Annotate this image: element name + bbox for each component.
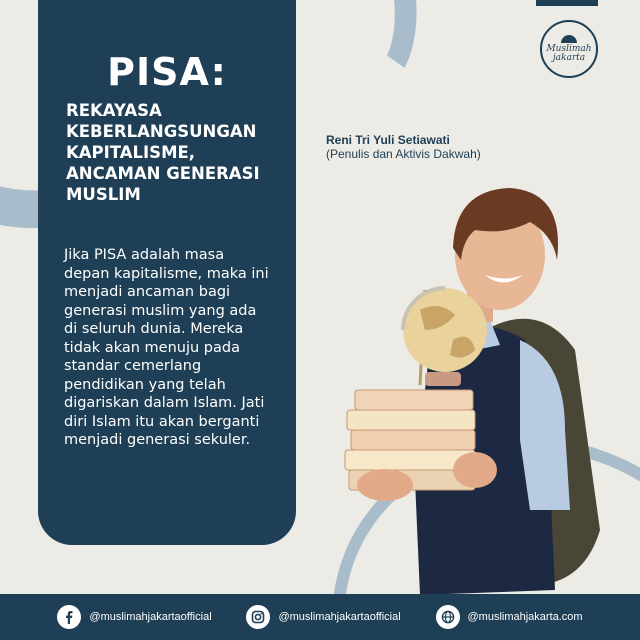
headline: REKAYASA KEBERLANGSUNGAN KAPITALISME, ANCAMAN GENERASI MUSLIM (66, 101, 260, 204)
author-block (326, 133, 486, 161)
facebook-handle: @muslimahjakartaofficial (89, 611, 212, 623)
instagram-handle: @muslimahjakartaofficial (278, 611, 401, 623)
page-title: PISA: (107, 50, 227, 94)
logo-line1: Muslimah (546, 44, 592, 54)
top-accent-bar (536, 0, 598, 6)
footer-bar (0, 594, 640, 640)
muslimah-jakarta-logo (540, 20, 598, 78)
mosque-dome-icon (561, 35, 577, 43)
globe-icon (436, 605, 460, 629)
instagram-icon (246, 605, 270, 629)
website-handle: @muslimahjakarta.com (467, 611, 583, 623)
social-instagram[interactable] (246, 605, 400, 629)
body-text: Jika PISA adalah masa depan kapitalisme, maka ini menjadi ancaman bagi generasi muslim yang ada di seluruh dunia. Mereka tidak akan menuju pada standar cemerlang pendidikan yang telah digariskan dalam Islam. Jati diri Islam itu akan berganti menjadi generasi sekuler. (64, 247, 269, 448)
facebook-icon (57, 605, 81, 629)
social-facebook[interactable] (57, 605, 211, 629)
author-name: Reni Tri Yuli Setiawati (326, 133, 450, 147)
student-photo (325, 180, 625, 595)
logo-line2: jakarta (552, 53, 586, 63)
social-website[interactable] (436, 605, 583, 629)
author-role: (Penulis dan Aktivis Dakwah) (326, 147, 481, 161)
